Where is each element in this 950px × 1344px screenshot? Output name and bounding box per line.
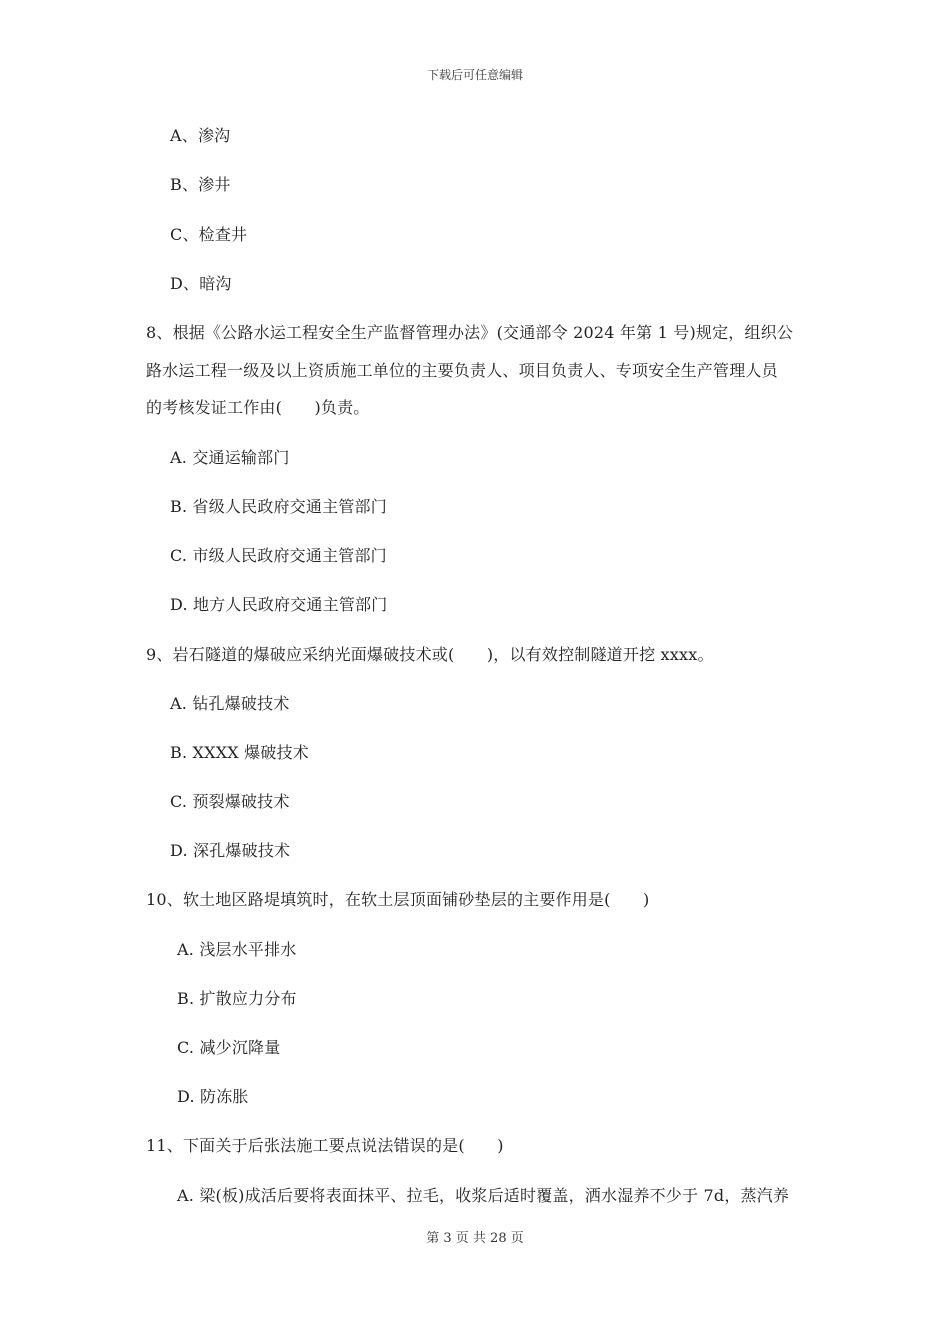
option-9d: D. 深孔爆破技术 bbox=[170, 841, 291, 860]
page-header: 下载后可任意编辑 bbox=[426, 68, 523, 82]
option-8d: D. 地方人民政府交通主管部门 bbox=[170, 595, 388, 614]
option-10d: D. 防冻胀 bbox=[177, 1087, 249, 1106]
option-7d: D、暗沟 bbox=[170, 274, 232, 293]
option-9c: C. 预裂爆破技术 bbox=[170, 792, 290, 811]
option-8c: C. 市级人民政府交通主管部门 bbox=[170, 546, 387, 565]
option-8b: B. 省级人民政府交通主管部门 bbox=[170, 497, 387, 516]
question-8-line-1: 8、根据《公路水运工程安全生产监督管理办法》(交通部令 2024 年第 1 号)规定，组织公 bbox=[146, 323, 794, 342]
option-11a: A. 梁(板)成活后要将表面抹平、拉毛，收浆后适时覆盖，洒水湿养不少于 7d，蒸汽养 bbox=[177, 1186, 790, 1205]
option-7b: B、渗井 bbox=[170, 175, 231, 194]
page-footer: 第 3 页 共 28 页 bbox=[426, 1231, 524, 1246]
option-9a: A. 钻孔爆破技术 bbox=[170, 694, 290, 713]
question-8-line-3: 的考核发证工作由( )负责。 bbox=[146, 398, 370, 417]
option-7c: C、检查井 bbox=[170, 225, 248, 244]
question-8-line-2: 路水运工程一级及以上资质施工单位的主要负责人、项目负责人、专项安全生产管理人员 bbox=[146, 361, 778, 380]
option-8a: A. 交通运输部门 bbox=[170, 448, 290, 467]
option-9b: B. XXXX 爆破技术 bbox=[170, 743, 309, 762]
question-10: 10、软土地区路堤填筑时，在软土层顶面铺砂垫层的主要作用是( ) bbox=[146, 890, 650, 909]
option-10c: C. 减少沉降量 bbox=[177, 1038, 281, 1057]
option-10b: B. 扩散应力分布 bbox=[177, 989, 297, 1008]
question-9: 9、岩石隧道的爆破应采纳光面爆破技术或( )，以有效控制隧道开挖 xxxx。 bbox=[146, 645, 714, 664]
option-7a: A、渗沟 bbox=[170, 126, 231, 145]
option-10a: A. 浅层水平排水 bbox=[177, 940, 297, 959]
question-11: 11、下面关于后张法施工要点说法错误的是( ) bbox=[146, 1136, 504, 1155]
